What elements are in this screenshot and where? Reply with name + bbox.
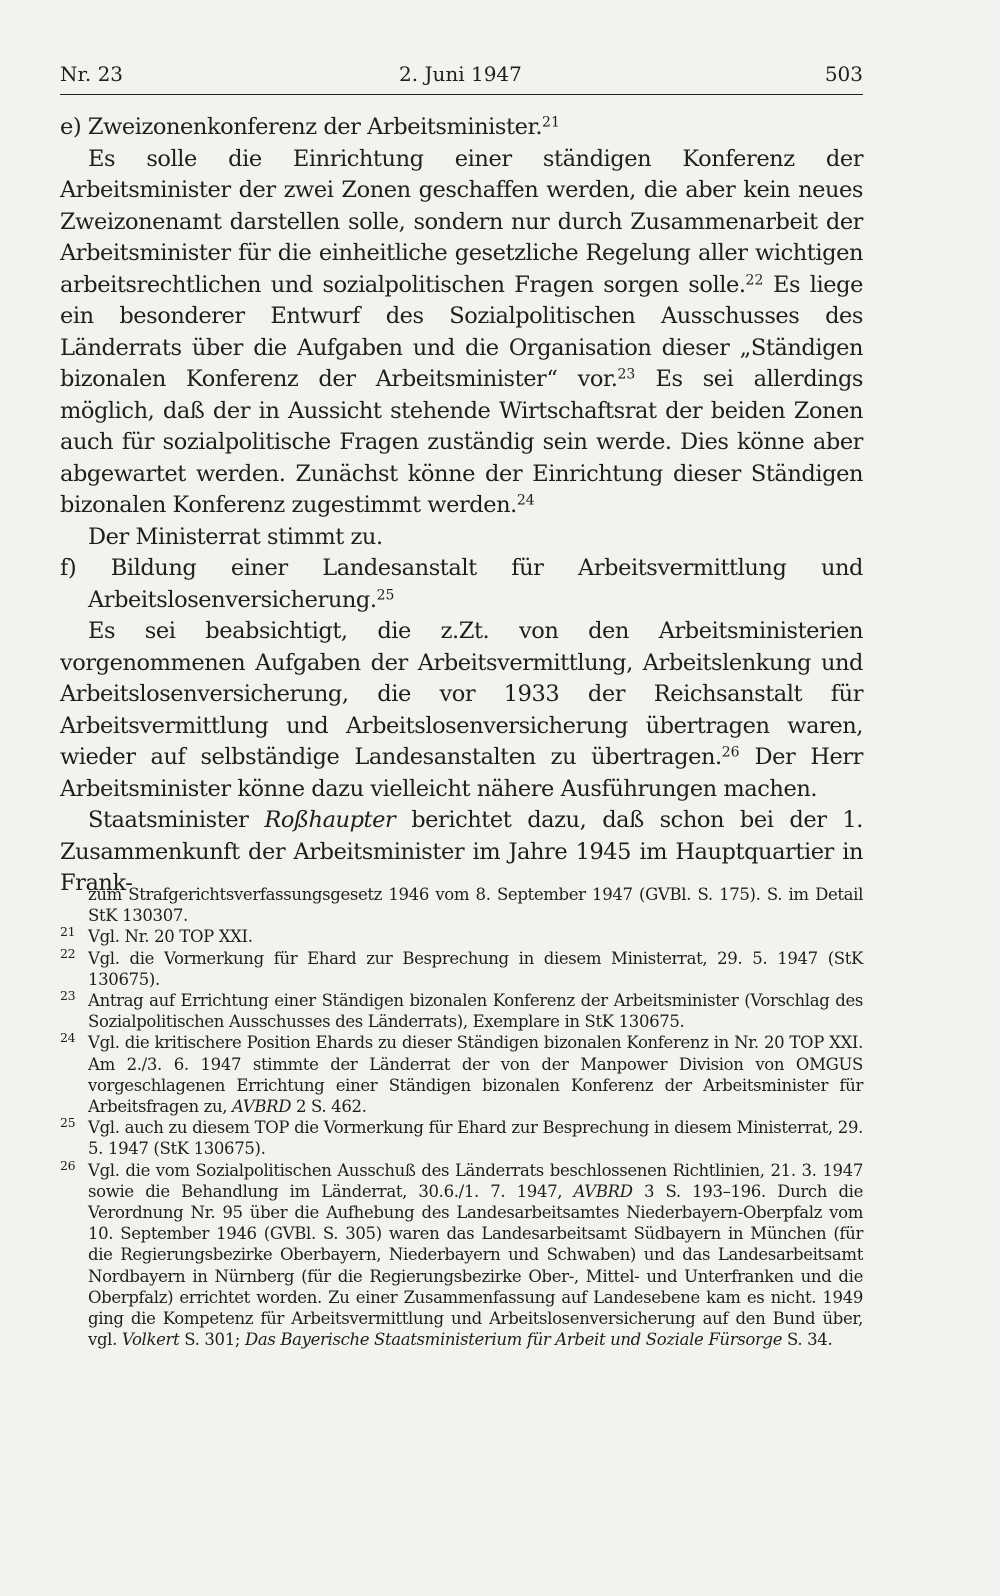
source-abbreviation: AVBRD (232, 1097, 292, 1117)
section-e-heading (60, 112, 863, 144)
footnote-number: 25 (60, 1115, 76, 1131)
main-text (60, 112, 863, 900)
footnote-25 (60, 1117, 863, 1159)
paragraph-arbeitsminister-konferenz (60, 144, 863, 522)
footnote-ref-26: 26 (721, 744, 740, 761)
footnote-23 (60, 990, 863, 1032)
footnote-ref-23: 23 (617, 366, 636, 383)
footnote-number: 21 (60, 924, 76, 940)
person-name: Roßhaupter (264, 807, 396, 833)
footnote-text: Vgl. Nr. 20 TOP XXI. (88, 927, 253, 947)
footnote-ref-24: 24 (516, 492, 535, 509)
document-number: Nr. 23 (60, 62, 124, 86)
footnote-text: Vgl. die vom Sozialpolitischen Ausschuß des Länderrats beschlossenen Richtlinien, 21. 3. 1947 sowie die Behandlung im Länderrat, 30.6./1. 7. 1947, (88, 1160, 863, 1201)
footnote-text: Antrag auf Errichtung einer Ständigen bizonalen Konferenz der Arbeitsminister (Vorschlag des Sozialpolitischen Ausschusses des Länderrats), Exemplare in StK 130675. (88, 991, 863, 1032)
paragraph-text: Es solle die Einrichtung einer ständigen Konferenz der Arbeitsminister der zwei Zonen geschaffen werden, die aber kein neues Zweizonenamt darstellen solle, sondern nur durch Zusammenarbeit der Arbeitsminister für die einheitliche gesetzliche Regelung aller wichtigen arbeitsrechtlichen und sozialpolitischen Fragen sorgen solle. (60, 145, 863, 298)
paragraph-landesanstalt (60, 616, 863, 805)
paragraph-text: berichtet dazu, daß schon bei der 1. Zusammenkunft der Arbeitsminister im Jahre 1945 im Hauptquartier in Frank- (60, 807, 863, 896)
paragraph-decision: Der Ministerrat stimmt zu. (88, 523, 383, 550)
running-head (60, 56, 863, 95)
footnote-text: Vgl. auch zu diesem TOP die Vormerkung für Ehard zur Besprechung in diesem Ministerrat, 29. 5. 1947 (StK 130675). (88, 1118, 863, 1159)
footnote-number: 22 (60, 945, 76, 961)
paragraph-text: Es liege ein besonderer Entwurf des Sozialpolitischen Ausschusses des Länderrats über die Aufgaben und die Organisation dieser „Ständigen bizonalen Konferenz der Arbeitsminister“ vor. (60, 271, 863, 392)
footnote-continuation: zum Strafgerichtsverfassungsgesetz 1946 vom 8. September 1947 (GVBl. S. 175). S. im Detail StK 130307. (88, 885, 863, 926)
footnote-26 (60, 1157, 864, 1351)
footnote-number: 23 (60, 988, 76, 1004)
paragraph-text: Der Herr Arbeitsminister könne dazu vielleicht nähere Ausführungen machen. (60, 744, 863, 802)
section-f-heading-text: f) Bildung einer Landesanstalt für Arbeitsvermittlung und Arbeitslosenversicherung. (60, 555, 863, 613)
section-f-heading (60, 553, 863, 616)
section-e-heading-text: e) Zweizonenkonferenz der Arbeitsminister. (60, 114, 543, 140)
footnote-text: 3 S. 193–196. Durch die Verordnung Nr. 95 über die Aufhebung des Landesarbeitsamtes Niederbayern-Oberpfalz vom 10. September 1946 (GVBl. S. 305) waren das Landesarbeitsamt Südbayern in München (für die Regierungsbezirke Oberbayern, Niederbayern und Schwaben) und das Landesarbeitsamt Nordbayern in Nürnberg (für die Regierungsbezirke Ober-, Mittel- und Unterfranken und die Oberpfalz) errichtet worden. Zu einer Zusammenfassung auf Landesebene kam es nicht. 1949 ging die Kompetenz für Arbeitsvermittlung und Arbeitslosenversicherung auf den Bund über, vgl. (88, 1181, 864, 1350)
footnote-text: S. 301; (179, 1330, 245, 1350)
paragraph-text: Es sei allerdings möglich, daß der in Aussicht stehende Wirtschaftsrat der beiden Zonen auch für sozialpolitische Fragen zuständig sein werde. Dies könne aber abgewartet werden. Zunächst könne der Einrichtung dieser Ständigen bizonalen Konferenz zugestimmt werden. (60, 366, 864, 518)
paragraph-text: Staatsminister (88, 807, 265, 833)
footnote-ref-22: 22 (745, 271, 764, 288)
footnote-text: 2 S. 462. (291, 1097, 367, 1117)
footnote-number: 24 (60, 1030, 76, 1046)
footnotes (60, 884, 863, 1350)
footnote-text: Vgl. die Vormerkung für Ehard zur Besprechung in diesem Ministerrat, 29. 5. 1947 (StK 130675). (88, 948, 863, 989)
footnote-text: Vgl. die kritischere Position Ehards zu dieser Ständigen bizonalen Konferenz in Nr. 20 TOP XXI. Am 2./3. 6. 1947 stimmte der Länderrat der von der Manpower Division von OMGUS vorgeschlagenen Errichtung einer Ständigen bizonalen Konferenz der Arbeitsminister für Arbeitsfragen zu, (88, 1033, 863, 1117)
page-number: 503 (824, 62, 863, 86)
footnote-text: S. 34. (782, 1330, 833, 1350)
source-abbreviation: AVBRD (573, 1181, 633, 1201)
footnote-21 (60, 926, 863, 947)
footnote-22 (60, 945, 863, 990)
footnote-24 (60, 1032, 863, 1117)
paragraph-text: Es sei beabsichtigt, die z.Zt. von den Arbeitsministerien vorgenommenen Aufgaben der Arbeitsvermittlung, Arbeitslenkung und Arbeitslosenversicherung, die vor 1933 der Reichsanstalt für Arbeitsvermittlung und Arbeitslosenversicherung übertragen waren, wieder auf selbständige Landesanstalten zu übertragen. (60, 618, 863, 770)
footnote-ref-25: 25 (376, 586, 395, 603)
footnote-ref-21: 21 (542, 114, 560, 131)
title-reference: Das Bayerische Staatsministerium für Arbeit und Soziale Fürsorge (244, 1330, 783, 1350)
document-date: 2. Juni 1947 (399, 62, 522, 86)
footnote-number: 26 (60, 1157, 76, 1173)
author-reference: Volkert (121, 1330, 180, 1350)
